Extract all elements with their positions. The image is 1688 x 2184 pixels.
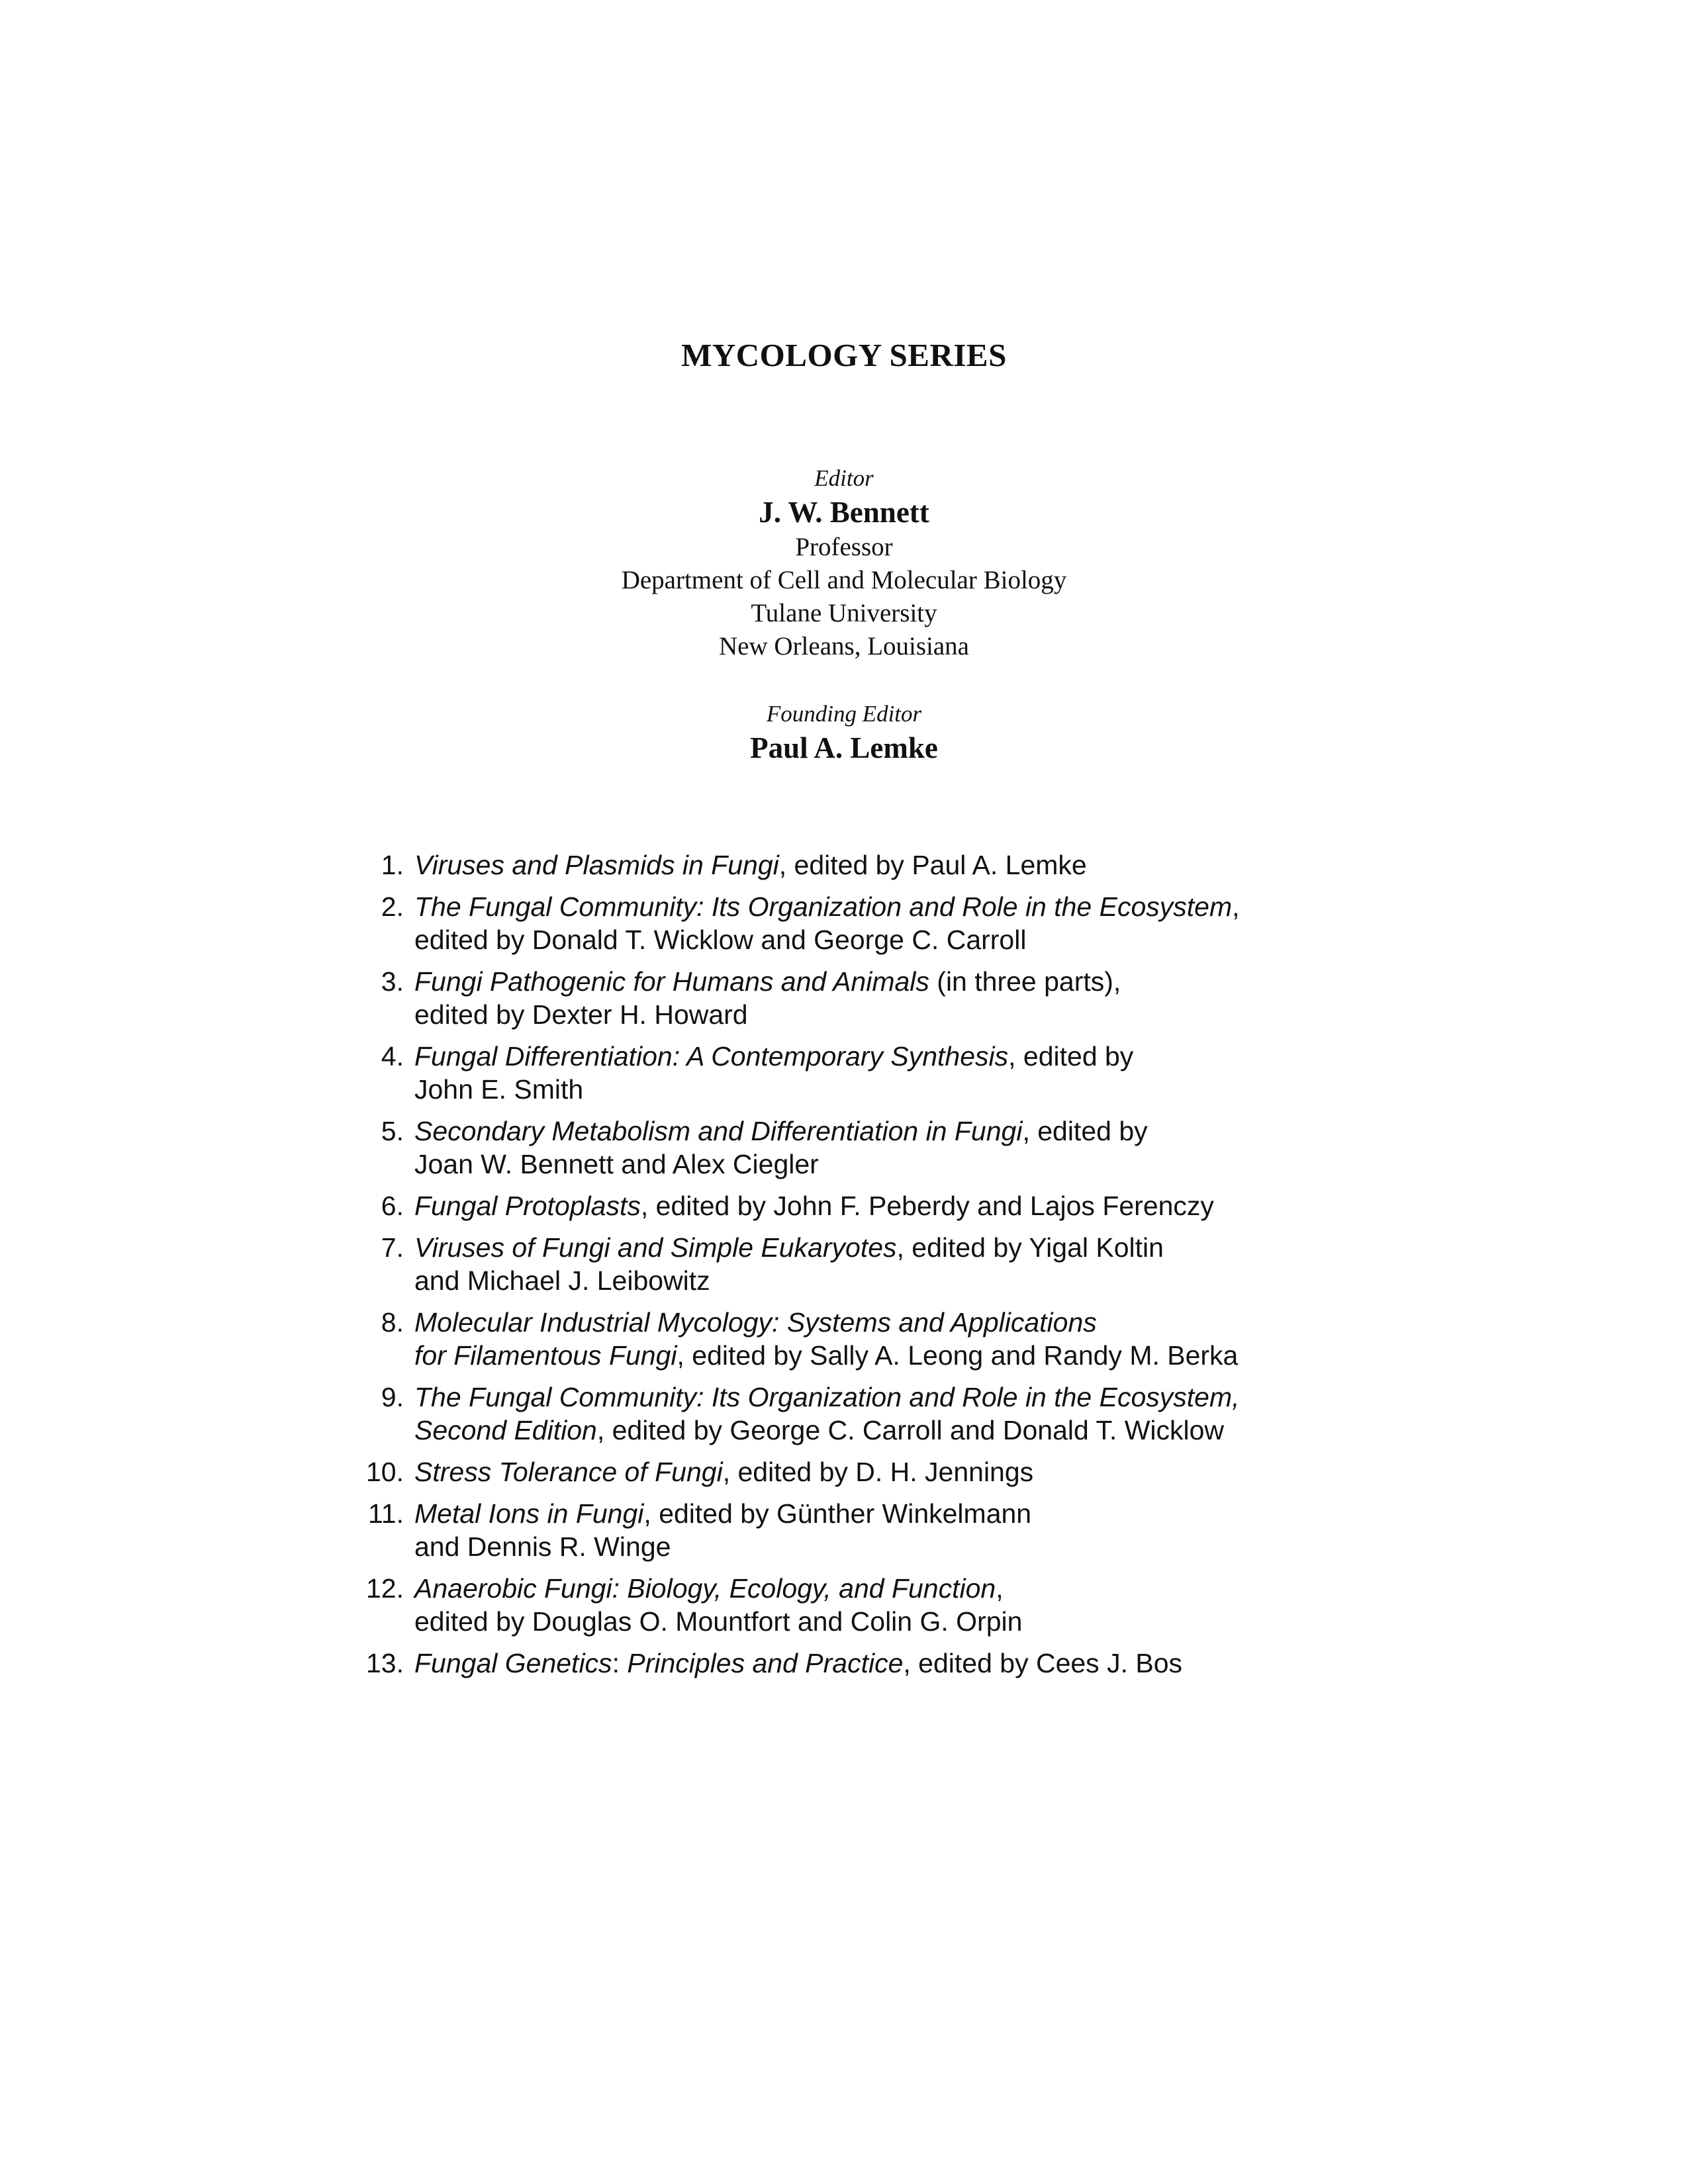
volume-credit-text: edited by Douglas O. Mountfort and Colin G. Orpin <box>414 1606 1023 1637</box>
volume-entry-line <box>414 1040 1655 1073</box>
volume-credit-text: , edited by Günther Winkelmann <box>643 1498 1032 1529</box>
volume-title-text: Viruses and Plasmids in Fungi <box>414 850 779 880</box>
volume-entry-line <box>414 1647 1655 1680</box>
volume-entry-line <box>414 1572 1655 1605</box>
series-volume-item <box>357 1306 1655 1372</box>
founding-editor-block <box>0 699 1688 766</box>
volume-title-text: Principles and Practice <box>627 1648 904 1678</box>
volume-credit-text: , edited by Paul A. Lemke <box>778 850 1087 880</box>
volume-number: 3. <box>381 966 404 997</box>
volume-credit-text: Joan W. Bennett and Alex Ciegler <box>414 1149 819 1179</box>
volume-entry-line <box>414 1264 1655 1297</box>
series-volume-item <box>357 1040 1655 1106</box>
series-title: MYCOLOGY SERIES <box>681 337 1007 373</box>
founding-editor-name: Paul A. Lemke <box>750 731 938 764</box>
series-volume-item <box>357 1231 1655 1297</box>
series-volume-item <box>357 1455 1655 1488</box>
volume-credit-text: John E. Smith <box>414 1074 584 1105</box>
volume-entry-line <box>414 1497 1655 1530</box>
volume-entry-line <box>414 1115 1655 1148</box>
volume-credit-text: , edited by <box>1008 1041 1134 1071</box>
series-volume-item <box>357 965 1655 1031</box>
editor-university: Tulane University <box>751 599 937 627</box>
volume-title-text: Stress Tolerance of Fungi <box>414 1457 723 1487</box>
volume-title-text: Fungal Protoplasts <box>414 1191 641 1221</box>
series-volume-item <box>357 1572 1655 1638</box>
volume-number: 9. <box>381 1382 404 1412</box>
volume-number: 2. <box>381 891 404 922</box>
series-volume-item <box>357 1647 1655 1680</box>
volume-credit-text: , edited by Sally A. Leong and Randy M. Berka <box>677 1340 1239 1371</box>
volume-title-text: Fungal Differentiation: A Contemporary Synthesis <box>414 1041 1009 1071</box>
volume-number: 8. <box>381 1307 404 1338</box>
editor-location: New Orleans, Louisiana <box>719 632 969 660</box>
volume-entry-line <box>414 1189 1655 1222</box>
volume-entry-line <box>414 1339 1655 1372</box>
volume-entry-line <box>414 1231 1655 1264</box>
volume-credit-text: , edited by Yigal Koltin <box>896 1232 1164 1263</box>
series-volume-item <box>357 1381 1655 1447</box>
series-volume-item <box>357 848 1655 882</box>
editor-title: Professor <box>795 533 893 561</box>
volume-entry-line <box>414 965 1655 998</box>
volume-credit-text: : <box>612 1648 628 1678</box>
volume-entry-line <box>414 1381 1655 1414</box>
volume-credit-text: , edited by D. H. Jennings <box>722 1457 1034 1487</box>
volume-number: 10. <box>366 1457 404 1487</box>
volume-title-text: Fungi Pathogenic for Humans and Animals <box>414 966 929 997</box>
volume-entry-line <box>414 1455 1655 1488</box>
volume-title-text: for Filamentous Fungi <box>414 1340 677 1371</box>
volume-entry-line <box>414 1605 1655 1638</box>
series-volume-item <box>357 1497 1655 1563</box>
editor-department: Department of Cell and Molecular Biology <box>621 566 1067 594</box>
series-volume-item <box>357 890 1655 956</box>
volume-number: 12. <box>366 1573 404 1604</box>
series-volume-item <box>357 1115 1655 1181</box>
volume-credit-text: , <box>996 1573 1004 1604</box>
volume-title-text: Viruses of Fungi and Simple Eukaryotes <box>414 1232 897 1263</box>
volume-entry-line <box>414 1073 1655 1106</box>
volume-title-text: Fungal Genetics <box>414 1648 612 1678</box>
volume-number: 7. <box>381 1232 404 1263</box>
volume-title-text: Secondary Metabolism and Differentiation in Fungi <box>414 1116 1023 1146</box>
volume-credit-text: (in three parts), <box>929 966 1121 997</box>
volume-credit-text: , edited by <box>1022 1116 1148 1146</box>
volume-number: 4. <box>381 1041 404 1071</box>
series-volume-list <box>357 848 1655 1688</box>
volume-credit-text: , edited by George C. Carroll and Donald T. Wicklow <box>596 1415 1225 1445</box>
editor-role: Editor <box>814 465 874 491</box>
volume-entry-line <box>414 923 1655 956</box>
volume-number: 6. <box>381 1191 404 1221</box>
editor-name: J. W. Bennett <box>759 496 929 529</box>
volume-title-text: The Fungal Community: Its Organization and Role in the Ecosystem <box>414 891 1233 922</box>
volume-number: 13. <box>366 1648 404 1678</box>
volume-entry-line <box>414 890 1655 923</box>
volume-title-text: The Fungal Community: Its Organization and Role in the Ecosystem, <box>414 1382 1240 1412</box>
volume-title-text: Metal Ions in Fungi <box>414 1498 644 1529</box>
volume-credit-text: , edited by John F. Peberdy and Lajos Ferenczy <box>640 1191 1214 1221</box>
volume-number: 1. <box>381 850 404 880</box>
volume-entry-line <box>414 1148 1655 1181</box>
volume-credit-text: edited by Dexter H. Howard <box>414 999 748 1030</box>
volume-credit-text: and Dennis R. Winge <box>414 1531 671 1562</box>
volume-number: 11. <box>368 1498 404 1529</box>
volume-title-text: Second Edition <box>414 1415 597 1445</box>
founding-editor-role: Founding Editor <box>766 701 922 727</box>
volume-title-text: Molecular Industrial Mycology: Systems and Applications <box>414 1307 1097 1338</box>
volume-credit-text: and Michael J. Leibowitz <box>414 1265 710 1296</box>
volume-entry-line <box>414 998 1655 1031</box>
editor-block <box>0 463 1688 663</box>
volume-entry-line <box>414 1414 1655 1447</box>
volume-title-text: Anaerobic Fungi: Biology, Ecology, and Function <box>414 1573 996 1604</box>
volume-entry-line <box>414 1306 1655 1339</box>
volume-credit-text: , edited by Cees J. Bos <box>903 1648 1183 1678</box>
volume-number: 5. <box>381 1116 404 1146</box>
volume-credit-text: , <box>1232 891 1240 922</box>
volume-entry-line <box>414 1530 1655 1563</box>
volume-credit-text: edited by Donald T. Wicklow and George C. Carroll <box>414 925 1027 955</box>
volume-entry-line <box>414 848 1655 882</box>
series-volume-item <box>357 1189 1655 1222</box>
